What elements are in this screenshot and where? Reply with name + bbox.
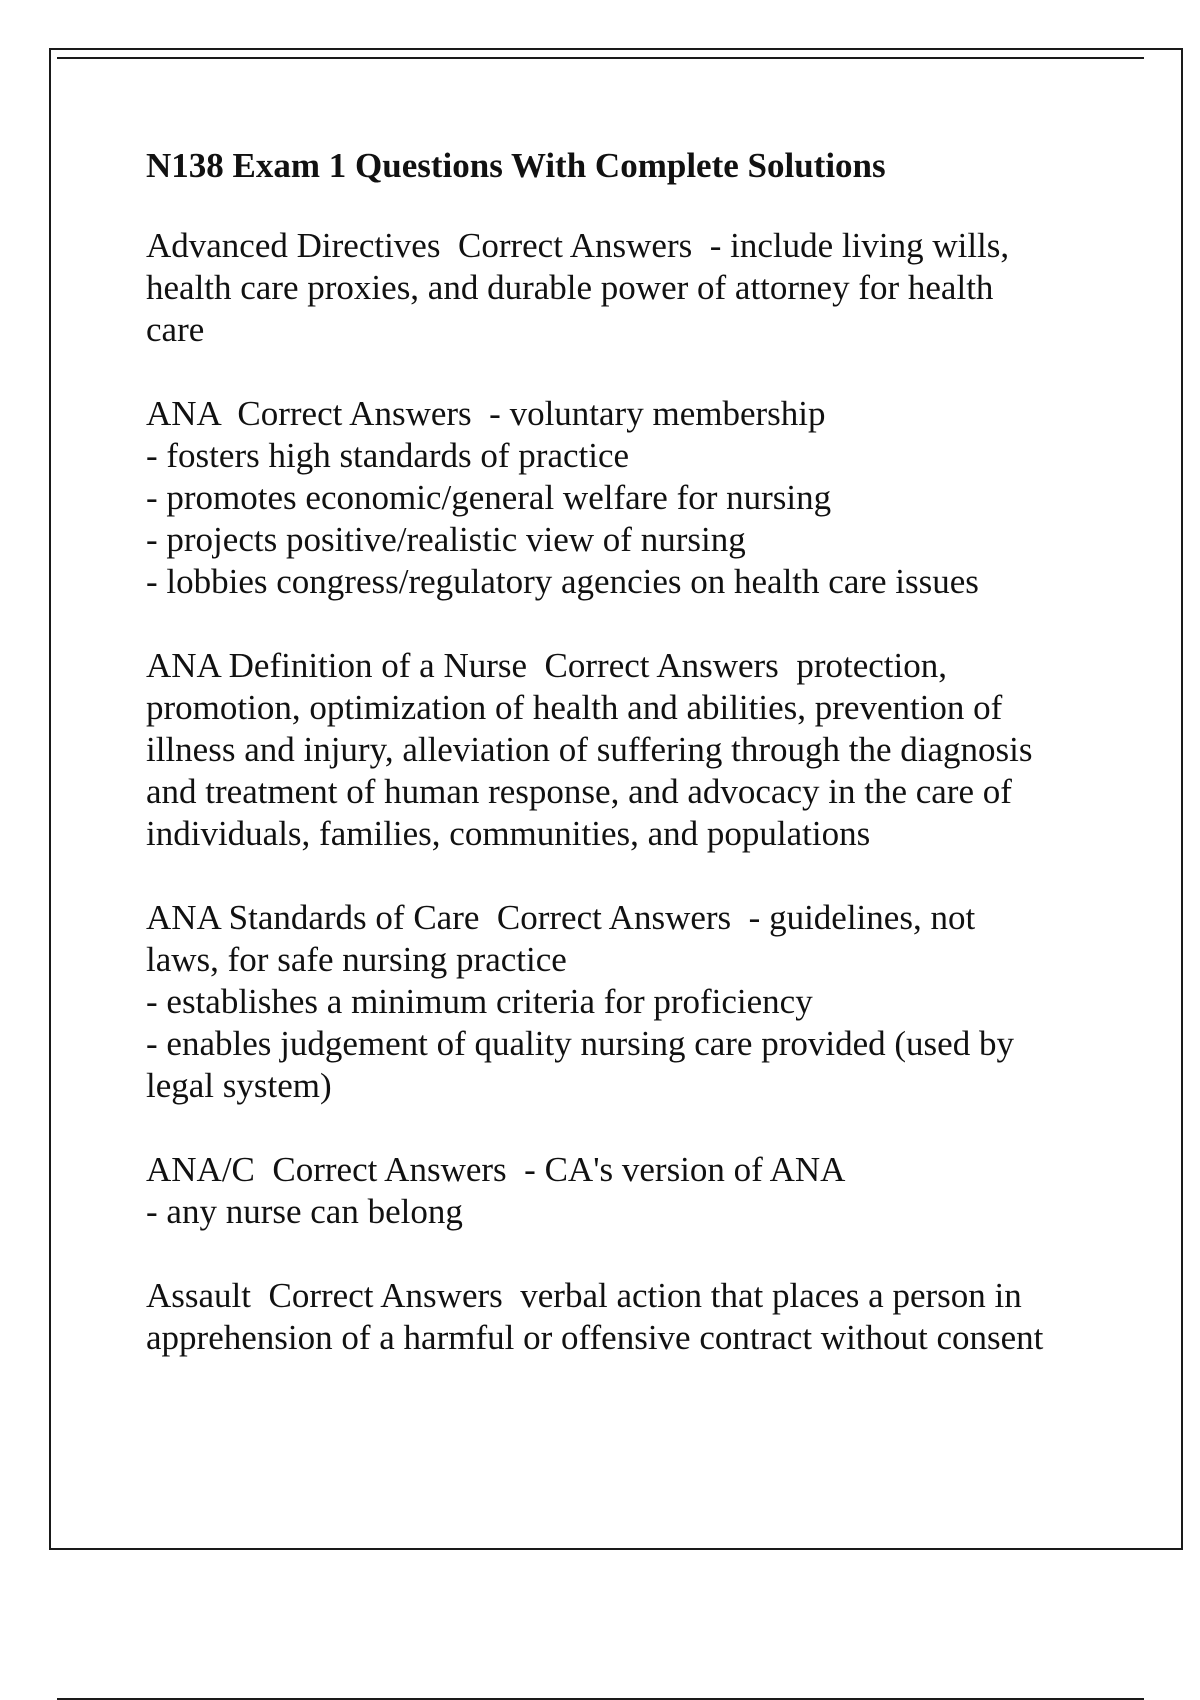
qa-entry xyxy=(146,1275,1146,1359)
entry-answer-line: - any nurse can belong xyxy=(146,1192,463,1231)
entry-answer-line: - lobbies congress/regulatory agencies on health care issues xyxy=(146,562,979,601)
entry-answer-line: and treatment of human response, and advocacy in the care of xyxy=(146,772,1012,811)
entry-first-line xyxy=(146,897,1146,939)
entry-answer-line: - fosters high standards of practice xyxy=(146,436,630,475)
entry-answer-line: - establishes a minimum criteria for proficiency xyxy=(146,982,813,1021)
entry-answer-label: Correct Answers xyxy=(272,1150,507,1189)
entry-first-line xyxy=(146,1149,1146,1191)
entry-answer-line: - enables judgement of quality nursing care provided (used by xyxy=(146,1024,1014,1063)
entry-answer-text: protection, xyxy=(796,646,947,685)
entry-answer-line: individuals, families, communities, and populations xyxy=(146,814,871,853)
entry-answer-line: legal system) xyxy=(146,1066,332,1105)
top-horizontal-rule xyxy=(57,57,1144,59)
entry-answer-label: Correct Answers xyxy=(457,226,693,265)
entry-first-line xyxy=(146,225,1146,267)
entry-answer-text: - voluntary membership xyxy=(489,394,826,433)
entry-answer-line: promotion, optimization of health and abilities, prevention of xyxy=(146,688,1003,727)
entry-answer-label: Correct Answers xyxy=(237,394,472,433)
document-title: N138 Exam 1 Questions With Complete Solutions xyxy=(146,146,886,185)
entry-first-line xyxy=(146,393,1146,435)
entry-answer-line: - promotes economic/general welfare for nursing xyxy=(146,478,832,517)
entry-answer-text: verbal action that places a person in xyxy=(520,1276,1022,1315)
entry-term: ANA Standards of Care xyxy=(146,898,480,937)
entry-term: Advanced Directives xyxy=(146,226,441,265)
entry-term: ANA/C xyxy=(146,1150,255,1189)
entry-answer-line: laws, for safe nursing practice xyxy=(146,940,567,979)
entry-answer-line: - projects positive/realistic view of nursing xyxy=(146,520,746,559)
entry-answer-line: illness and injury, alleviation of suffering through the diagnosis xyxy=(146,730,1033,769)
entry-answer-line: apprehension of a harmful or offensive contract without consent xyxy=(146,1318,1044,1357)
qa-entry xyxy=(146,225,1146,351)
entry-term: Assault xyxy=(146,1276,251,1315)
entry-answer-text: - include living wills, xyxy=(709,226,1010,265)
qa-entry xyxy=(146,1149,1146,1233)
entry-answer-label: Correct Answers xyxy=(544,646,779,685)
entry-term: ANA xyxy=(146,394,220,433)
entry-term: ANA Definition of a Nurse xyxy=(146,646,528,685)
entry-answer-label: Correct Answers xyxy=(268,1276,503,1315)
entry-answer-text: - guidelines, not xyxy=(748,898,976,937)
entry-first-line xyxy=(146,1275,1146,1317)
qa-entry xyxy=(146,393,1146,603)
qa-entry xyxy=(146,645,1146,855)
entry-answer-label: Correct Answers xyxy=(496,898,732,937)
entry-first-line xyxy=(146,645,1146,687)
qa-entry xyxy=(146,897,1146,1107)
entry-answer-line: health care proxies, and durable power of attorney for health xyxy=(146,268,994,307)
entry-answer-text: - CA's version of ANA xyxy=(524,1150,846,1189)
document-content xyxy=(146,145,1146,1401)
entry-answer-line: care xyxy=(146,310,205,349)
